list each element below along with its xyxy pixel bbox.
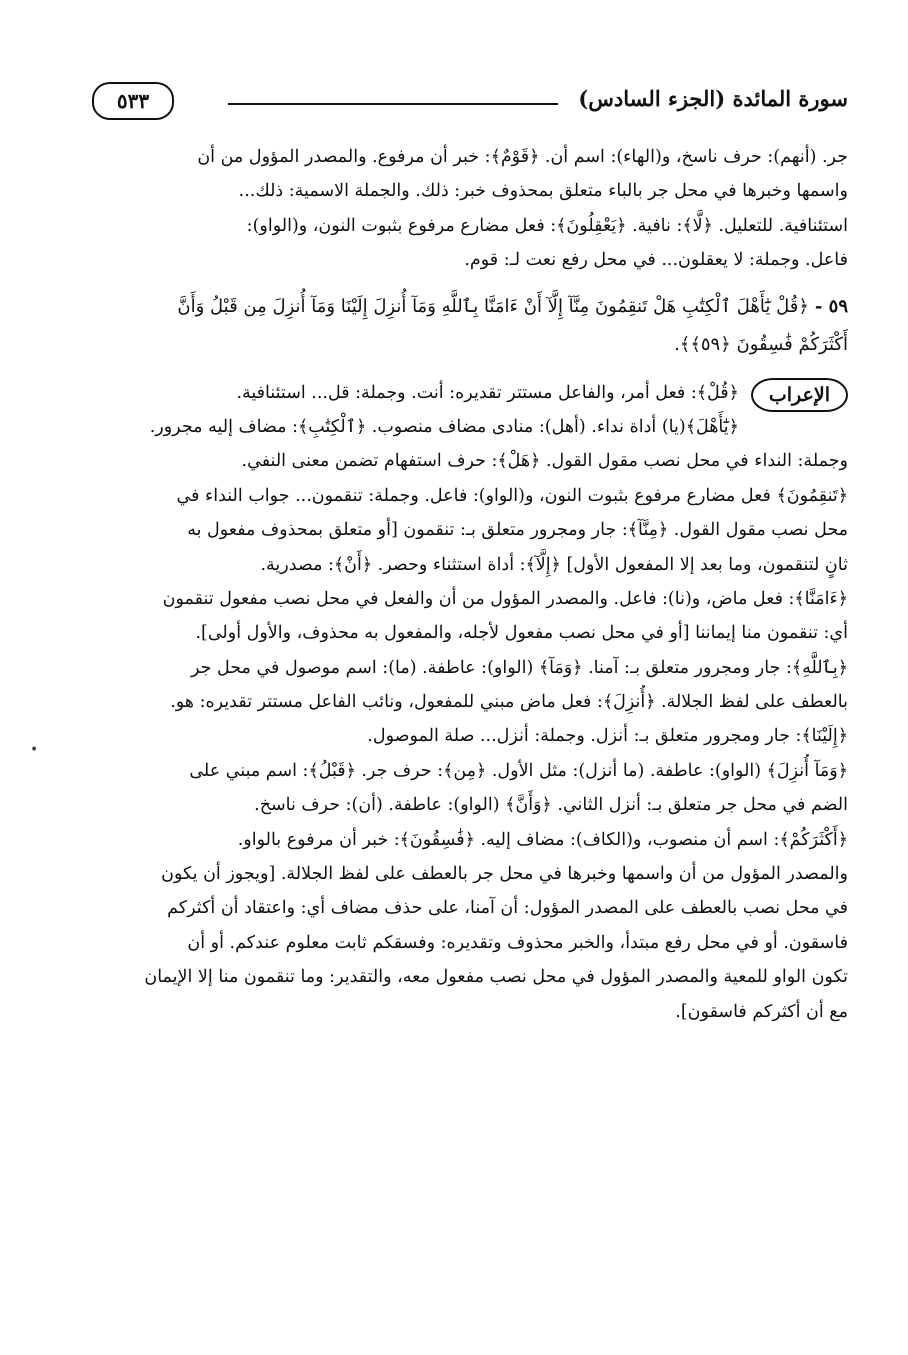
- text-line: مع أن أكثركم فاسقون].: [675, 1001, 848, 1022]
- text-line: استئنافية. للتعليل. ﴿لَّا﴾: نافية. ﴿يَعْقِلُونَ﴾: فعل مضارع مرفوع بثبوت النون، و(الواو):: [246, 215, 848, 236]
- text-line: جر. (أنهم): حرف ناسخ، و(الهاء): اسم أن. ﴿قَوْمٌ﴾: خبر أن مرفوع. والمصدر المؤول من أن: [197, 147, 848, 167]
- text-line: ﴿إِلَيْنَا﴾: جار ومجرور متعلق بـ: أنزل. وجملة: أنزل... صلة الموصول.: [367, 726, 848, 747]
- text-line: أي: تنقمون منا إيماننا [أو في محل نصب مفعول لأجله، والمفعول به محذوف، والأول أولى].: [195, 623, 848, 644]
- verse-text: ﴿قُلْ يَٰٓأَهْلَ ٱلْكِتَٰبِ هَلْ تَنقِمُونَ مِنَّآ إِلَّآ أَنْ ءَامَنَّا بِٱللَّهِ وَمَآ أُنزِلَ إِلَيْنَا وَمَآ أُنزِلَ مِن قَبْلُ وَأَنَّ: [177, 295, 809, 317]
- text-line: ﴿ءَامَنَّا﴾: فعل ماض، و(نا): فاعل. والمصدر المؤول من أن والفعل في محل نصب مفعول تنقمون: [162, 588, 848, 609]
- text-line: محل نصب مقول القول. ﴿مِنَّآ﴾: جار ومجرور متعلق بـ: تنقمون [أو متعلق بمحذوف مفعول به: [187, 520, 848, 541]
- text-line: في محل نصب بالعطف على المصدر المؤول: أن آمنا، على حذف مضاف أي: واعتقاد أن أكثركم: [167, 898, 848, 919]
- text-line: تكون الواو للمعية والمصدر المؤول في محل نصب مفعول معه، والتقدير: وما تنقمون منا إلا الإيمان: [144, 967, 848, 988]
- page-number: ٥٣٣: [92, 82, 174, 120]
- running-title: سورة المائدة (الجزء السادس): [578, 86, 848, 111]
- header-rule: [228, 103, 558, 105]
- text-line: بالعطف على لفظ الجلالة. ﴿أُنزِلَ﴾: فعل ماض مبني للمفعول، ونائب الفاعل مستتر تقديره: هو.: [170, 692, 848, 713]
- irab-badge: الإعراب: [751, 378, 848, 412]
- intro-paragraph: [78, 140, 848, 278]
- margin-dot: •: [30, 742, 39, 758]
- text-line: ﴿بِٱللَّهِ﴾: جار ومجرور متعلق بـ: آمنا. ﴿وَمَآ﴾ (الواو): عاطفة. (ما): اسم موصول في محل جر: [190, 657, 848, 678]
- text-line: ﴿أَكْثَرَكُمْ﴾: اسم أن منصوب، و(الكاف): مضاف إليه. ﴿فَٰسِقُونَ﴾: خبر أن مرفوع بالواو.: [237, 829, 848, 850]
- text-line: فاعل. وجملة: لا يعقلون... في محل رفع نعت لـ: قوم.: [464, 250, 848, 271]
- verse-line: [78, 288, 848, 326]
- text-line: وجملة: النداء في محل نصب مقول القول. ﴿هَلْ﴾: حرف استفهام تضمن معنى النفي.: [241, 451, 848, 472]
- text-line: ﴿يَٰٓأَهْلَ﴾(يا) أداة نداء. (أهل): منادى مضاف منصوب. ﴿ٱلْكِتَٰبِ﴾: مضاف إليه مجرور.: [149, 416, 739, 437]
- verse-number: ٥٩ -: [814, 295, 848, 317]
- quran-verse: [78, 288, 848, 364]
- page-header: [78, 82, 848, 122]
- text-line: والمصدر المؤول من أن واسمها وخبرها في محل جر بالعطف على لفظ الجلالة. [ويجوز أن يكون: [161, 864, 848, 885]
- text-line: ثانٍ لتنقمون، وما بعد إلا المفعول الأول] ﴿إِلَّآ﴾: أداة استثناء وحصر. ﴿أَنْ﴾: مصدرية.: [260, 554, 848, 575]
- text-line: فاسقون. أو في محل رفع مبتدأ، والخبر محذوف وتقديره: وفسقكم ثابت معلوم عندكم. أو أن: [187, 932, 848, 953]
- irab-section: [78, 376, 848, 1029]
- page-body: [78, 140, 848, 1029]
- text-line: واسمها وخبرها في محل جر بالباء متعلق بمحذوف خبر: ذلك. والجملة الاسمية: ذلك...: [238, 181, 848, 202]
- text-line: الضم في محل جر متعلق بـ: أنزل الثاني. ﴿وَأَنَّ﴾ (الواو): عاطفة. (أن): حرف ناسخ.: [254, 795, 848, 816]
- text-line: ﴿تَنقِمُونَ﴾ فعل مضارع مرفوع بثبوت النون، و(الواو): فاعل. وجملة: تنقمون... جواب النداء في: [176, 485, 848, 506]
- text-line: ﴿وَمَآ أُنزِلَ﴾ (الواو): عاطفة. (ما أنزل): مثل الأول. ﴿مِن﴾: حرف جر. ﴿قَبْلُ﴾: اسم مبني على: [189, 760, 848, 781]
- verse-line: أَكْثَرَكُمْ فَٰسِقُونَ ﴿٥٩﴾﴾.: [674, 333, 848, 355]
- text-line: ﴿قُلْ﴾: فعل أمر، والفاعل مستتر تقديره: أنت. وجملة: قل... استئنافية.: [236, 382, 739, 403]
